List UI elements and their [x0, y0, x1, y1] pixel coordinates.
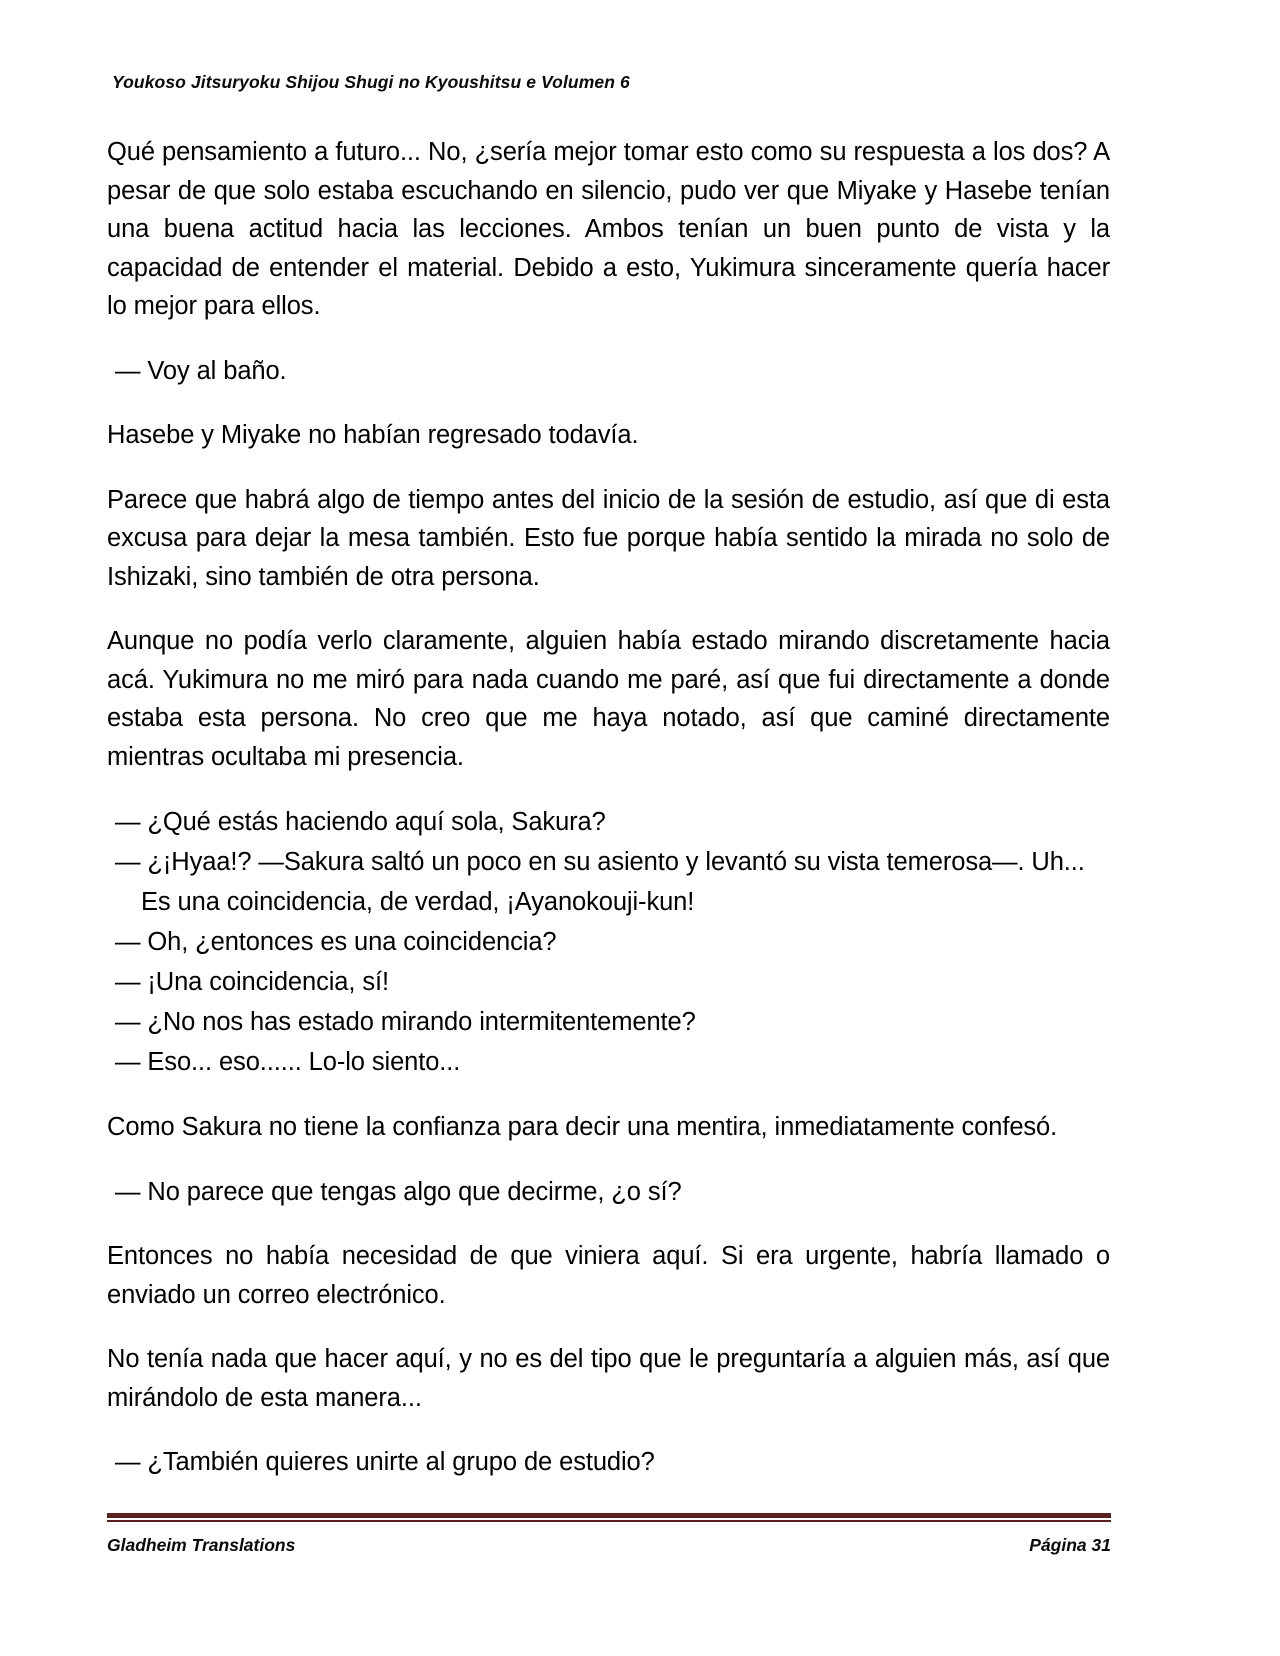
dialogue-line: — ¿También quieres unirte al grupo de estudio? [115, 1448, 655, 1476]
footer-rule-thin [107, 1520, 1111, 1522]
dialogue-line: — ¿¡Hyaa!? —Sakura saltó un poco en su asiento y levantó su vista temerosa—. Uh... Es una coincidencia, de verdad, ¡Ayanokouji-kun! [115, 848, 1085, 916]
footer-row [107, 1535, 1111, 1556]
dialogue-line: — ¿No nos has estado mirando intermitentemente? [115, 1008, 696, 1036]
header-title: Youkoso Jitsuryoku Shijou Shugi no Kyoushitsu e Volumen 6 [112, 72, 630, 92]
dialogue-line: — No parece que tengas algo que decirme, ¿o sí? [115, 1177, 682, 1206]
footer-page-number: Página 31 [1029, 1535, 1111, 1555]
body-paragraph: No tenía nada que hacer aquí, y no es del tipo que le preguntaría a alguien más, así que mirándolo de esta manera... [107, 1345, 1110, 1412]
body-paragraph: Aunque no podía verlo claramente, alguien había estado mirando discretamente hacia acá. Yukimura no me miró para nada cuando me paré, así que fui directamente a donde estaba esta persona. No creo que me haya notado, así que caminé directamente mientras ocultaba mi presencia. [107, 627, 1110, 771]
body-paragraph: Parece que habrá algo de tiempo antes del inicio de la sesión de estudio, así que di esta excusa para dejar la mesa también. Esto fue porque había sentido la mirada no solo de Ishizaki, sino también de otra persona. [107, 485, 1110, 591]
document-body [107, 133, 1110, 1508]
dialogue-group [107, 802, 1110, 1082]
dialogue-line: — ¿Qué estás haciendo aquí sola, Sakura? [115, 808, 606, 836]
page-header [112, 72, 1112, 93]
body-paragraph: Entonces no había necesidad de que viniera aquí. Si era urgente, habría llamado o enviado un correo electrónico. [107, 1242, 1110, 1309]
footer-translator-credit: Gladheim Translations [107, 1535, 296, 1555]
dialogue-line: — Oh, ¿entonces es una coincidencia? [115, 928, 557, 956]
body-paragraph: Qué pensamiento a futuro... No, ¿sería mejor tomar esto como su respuesta a los dos? A pesar de que solo estaba escuchando en silencio, pudo ver que Miyake y Hasebe tenían una buena actitud hacia las lecciones. Ambos tenían un buen punto de vista y la capacidad de entender el material. Debido a esto, Yukimura sinceramente quería hacer lo mejor para ellos. [107, 138, 1110, 320]
body-paragraph: Como Sakura no tiene la confianza para decir una mentira, inmediatamente confesó. [107, 1113, 1058, 1141]
body-paragraph: Hasebe y Miyake no habían regresado todavía. [107, 421, 639, 449]
page-footer [107, 1513, 1111, 1556]
dialogue-line: — Voy al baño. [115, 356, 287, 385]
dialogue-line: — Eso... eso...... Lo-lo siento... [115, 1048, 461, 1076]
dialogue-line: — ¡Una coincidencia, sí! [115, 968, 389, 996]
